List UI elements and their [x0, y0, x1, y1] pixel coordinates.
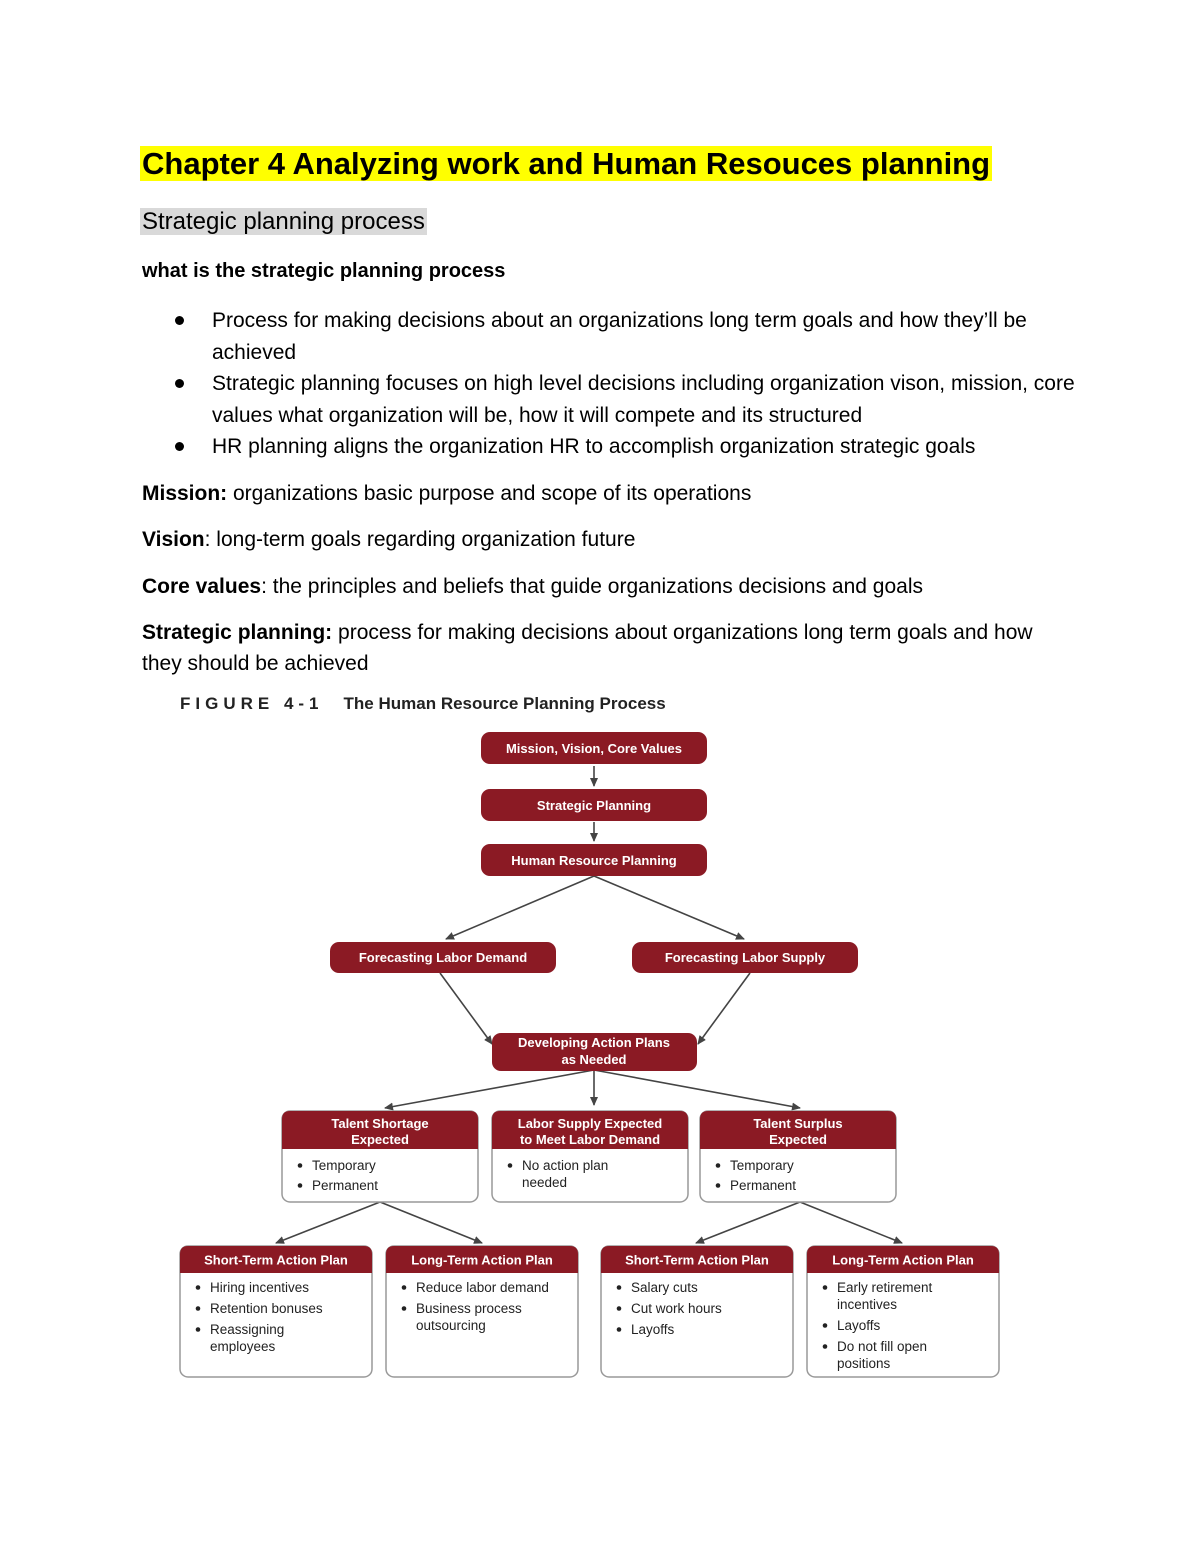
bullet-icon	[617, 1285, 622, 1290]
box-list-item: incentives	[837, 1297, 898, 1312]
connector-arrow	[594, 876, 744, 939]
box-list-item: Layoffs	[837, 1318, 881, 1333]
action-plan-box	[386, 1246, 578, 1377]
connector-arrow	[446, 876, 594, 939]
bullet-icon	[402, 1306, 407, 1311]
connector-arrow	[440, 973, 492, 1044]
bullet-icon	[823, 1285, 828, 1290]
bullet-icon	[508, 1163, 513, 1168]
bullet-icon	[716, 1163, 721, 1168]
box-list-item: Cut work hours	[631, 1301, 722, 1316]
box-title: Expected	[769, 1132, 827, 1147]
node-label: Strategic Planning	[536, 798, 652, 813]
box-list-item: Early retirement	[837, 1280, 933, 1295]
box-list-item: Temporary	[312, 1158, 376, 1173]
bullet-icon	[823, 1323, 828, 1328]
chapter-title: Chapter 4 Analyzing work and Human Resouces planning	[142, 146, 991, 181]
box-list-item: Retention bonuses	[210, 1301, 323, 1316]
connector-arrow	[276, 1202, 380, 1243]
node-forecasting-labor-supply	[632, 942, 858, 973]
section-heading: Strategic planning process	[142, 208, 425, 235]
node-human-resource-planning	[481, 844, 707, 876]
box-list-item: positions	[837, 1356, 891, 1371]
node-developing-action-plans	[492, 1033, 697, 1071]
box-list-item: Business process	[416, 1301, 522, 1316]
box-title: Talent Surplus	[753, 1116, 843, 1131]
box-list-item: Permanent	[730, 1178, 797, 1193]
node-mission-vision-core-values	[481, 732, 707, 764]
connector-arrow	[385, 1070, 594, 1108]
box-title: Long-Term Action Plan	[411, 1252, 553, 1268]
action-plan-box	[601, 1246, 793, 1377]
bullet-icon	[196, 1327, 201, 1332]
bullet-icon	[298, 1183, 303, 1188]
box-title: Labor Supply Expected	[517, 1116, 663, 1131]
figure-caption: FIGURE 4-1 The Human Resource Planning Process	[180, 694, 666, 713]
node-label: Human Resource Planning	[511, 853, 677, 868]
list-item: Strategic planning focuses on high level decisions including organization vison, mission, core values what organization will be, how it will compete and its structured	[142, 368, 1082, 431]
outcome-box	[282, 1111, 478, 1202]
action-plan-box	[807, 1246, 999, 1377]
connector-arrow	[594, 1070, 800, 1108]
bullet-icon	[617, 1327, 622, 1332]
bullet-icon	[716, 1183, 721, 1188]
outcome-box	[700, 1111, 896, 1202]
connector-arrow	[380, 1202, 482, 1243]
box-list-item: Reduce labor demand	[416, 1280, 549, 1295]
node-forecasting-labor-demand	[330, 942, 556, 973]
bullet-icon	[823, 1344, 828, 1349]
list-item: Process for making decisions about an organizations long term goals and how they’ll be achieved	[142, 305, 1082, 368]
node-label: Forecasting Labor Supply	[664, 950, 826, 965]
box-list-item: Permanent	[312, 1178, 379, 1193]
vision-definition: Vision: long-term goals regarding organization future	[142, 528, 636, 551]
box-title: Long-Term Action Plan	[832, 1252, 974, 1268]
box-list-item: Reassigning	[210, 1322, 285, 1337]
bullet-icon	[402, 1285, 407, 1290]
bullet-icon	[196, 1285, 201, 1290]
question-heading: what is the strategic planning process	[142, 260, 506, 282]
node-label: Developing Action Plans	[518, 1035, 670, 1050]
box-list-item: Layoffs	[631, 1322, 675, 1337]
box-list-item: Salary cuts	[631, 1280, 698, 1295]
box-title: to Meet Labor Demand	[519, 1132, 661, 1147]
box-title: Expected	[351, 1132, 409, 1147]
strategic-planning-definition: Strategic planning: process for making decisions about organizations long term goals and how they should be achieved	[142, 621, 1033, 675]
bullet-icon	[617, 1306, 622, 1311]
node-label: Mission, Vision, Core Values	[505, 741, 683, 756]
list-item: HR planning aligns the organization HR to accomplish organization strategic goals	[142, 431, 1082, 463]
node-strategic-planning	[481, 789, 707, 821]
bullet-icon	[196, 1306, 201, 1311]
box-title: Short-Term Action Plan	[204, 1252, 348, 1268]
box-list-item: Hiring incentives	[210, 1280, 310, 1295]
node-label: Forecasting Labor Demand	[358, 950, 528, 965]
action-plan-box	[180, 1246, 372, 1377]
box-title: Talent Shortage	[331, 1116, 429, 1131]
mission-definition: Mission: organizations basic purpose and scope of its operations	[142, 482, 752, 505]
box-title: Short-Term Action Plan	[625, 1252, 769, 1268]
box-list-item: Do not fill open	[837, 1339, 928, 1354]
box-list-item: Temporary	[730, 1158, 794, 1173]
core-values-definition: Core values: the principles and beliefs that guide organizations decisions and goals	[142, 575, 923, 598]
bullet-icon	[298, 1163, 303, 1168]
box-list-item: employees	[210, 1339, 276, 1354]
connector-arrow	[698, 973, 750, 1044]
box-list-item: needed	[522, 1175, 568, 1190]
box-list-item: No action plan	[522, 1158, 609, 1173]
connector-arrow	[696, 1202, 800, 1243]
connector-arrow	[800, 1202, 902, 1243]
box-list-item: outsourcing	[416, 1318, 486, 1333]
node-label: as Needed	[561, 1052, 627, 1067]
outcome-box	[492, 1111, 688, 1202]
